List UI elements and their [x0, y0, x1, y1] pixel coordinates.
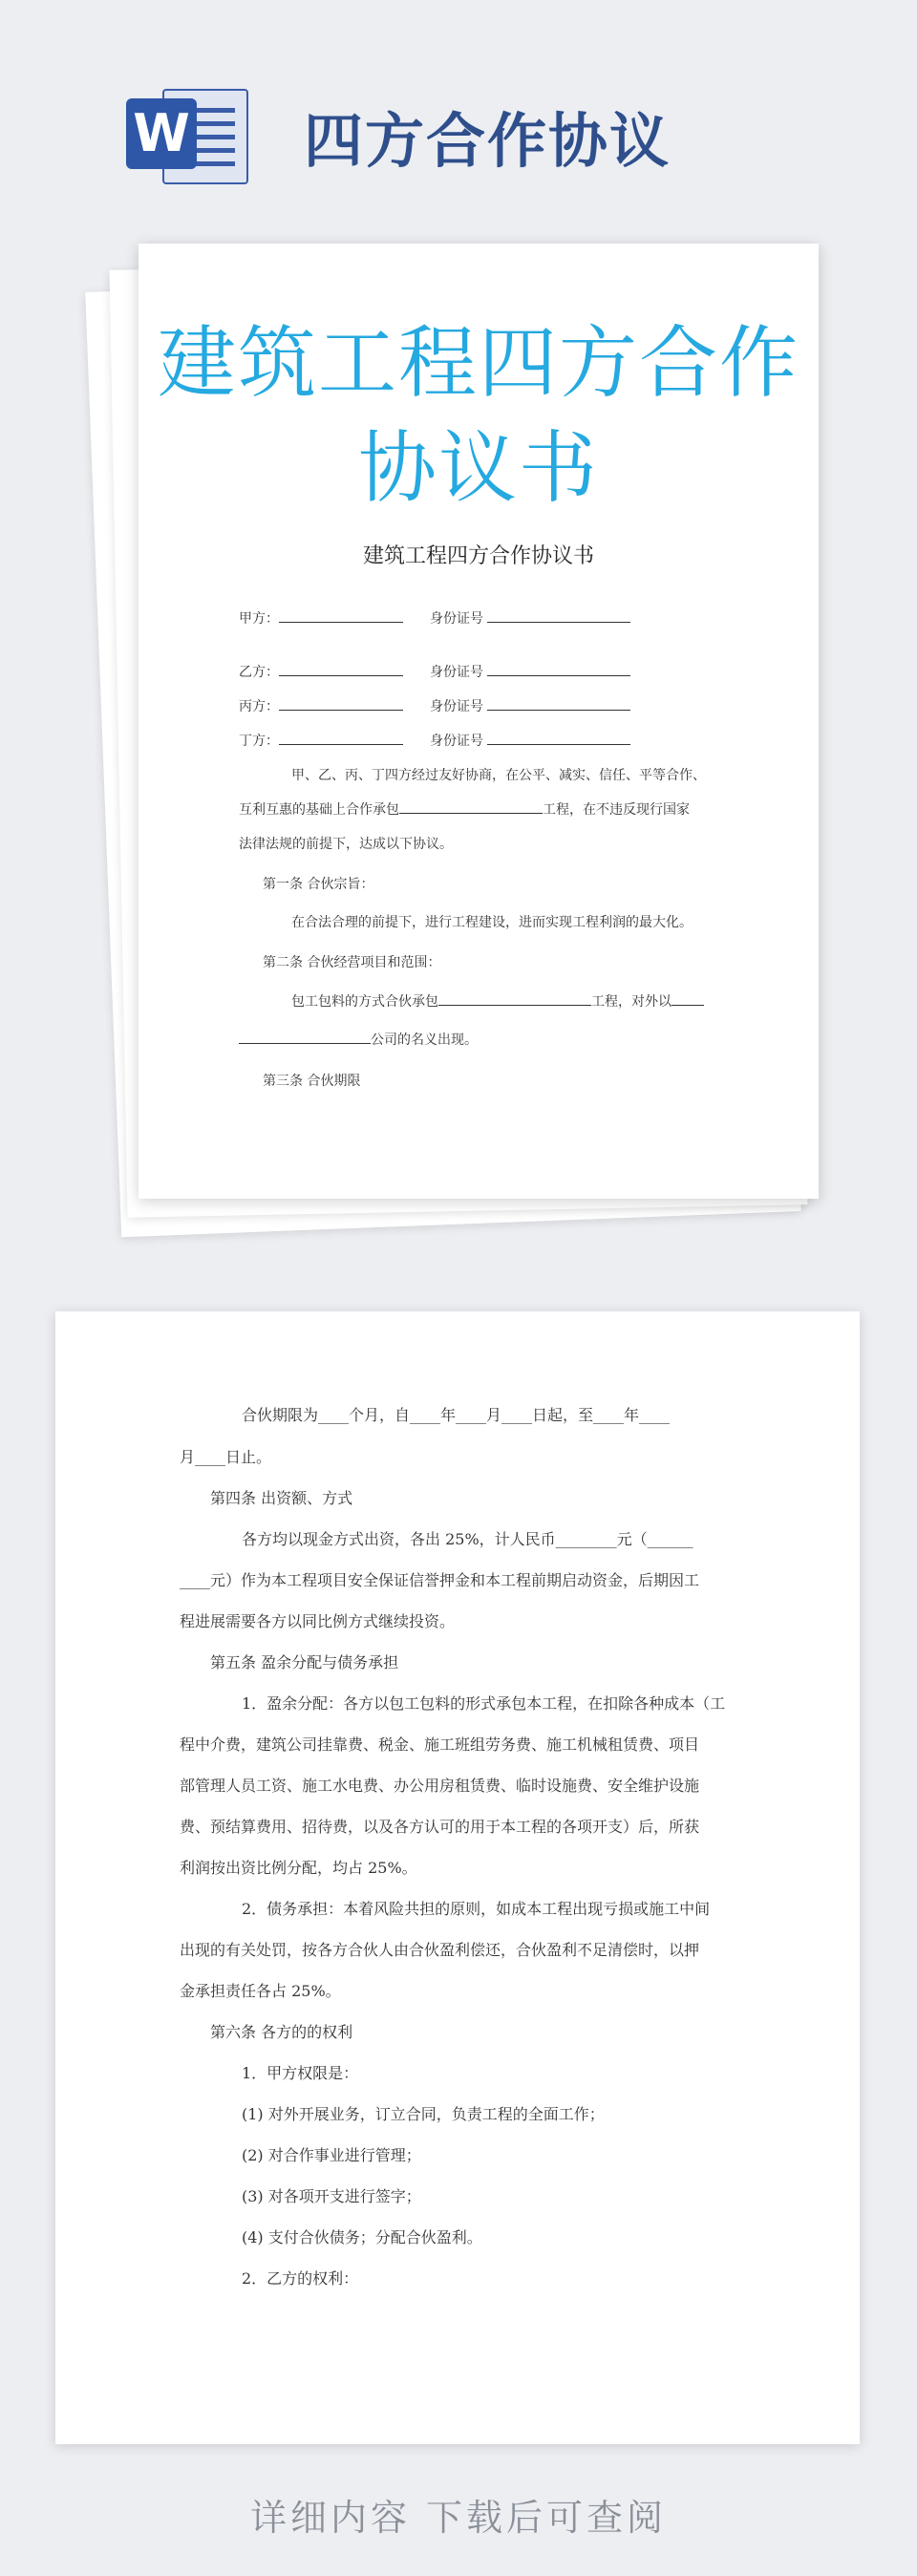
article-3-heading: 第三条 合伙期限 [263, 1074, 361, 1089]
page-title: 四方合作协议 [304, 106, 672, 176]
id-label: 身份证号 [430, 734, 483, 749]
article-5-line-5: 利润按出资比例分配，均占 25%。 [180, 1859, 417, 1877]
article-5-line-6: 2．债务承担：本着风险共担的原则，如成本工程出现亏损或施工中间 [242, 1900, 711, 1918]
article-5-line-2: 程中介费，建筑公司挂靠费、税金、施工班组劳务费、施工机械租赁费、项目 [180, 1735, 700, 1754]
party-b-row [239, 662, 403, 681]
id-label: 身份证号 [430, 665, 483, 680]
word-document-icon [126, 79, 248, 186]
article-text: 包工包料的方式合伙承包 [291, 994, 438, 1010]
blank-line [438, 991, 591, 1006]
party-c-row [239, 696, 403, 715]
article-5-line-3: 部管理人员工资、施工水电费、办公用房租赁费、临时设施费、安全维护设施 [180, 1777, 700, 1795]
article-6-line-6: 2．乙方的权利： [242, 2269, 359, 2288]
article-text: 工程，对外以 [591, 994, 672, 1010]
intro-text: 工程，在不违反现行国家 [543, 802, 690, 818]
article-4-heading: 第四条 出资额、方式 [210, 1489, 353, 1507]
footer-caption: 详细内容 下载后可查阅 [249, 2497, 668, 2539]
term-line-1: 合伙期限为____个月，自____年____月____日起，至____年____ [242, 1406, 671, 1424]
party-b-id-row [430, 662, 630, 681]
article-6-line-3: (2) 对合作事业进行管理； [242, 2146, 421, 2164]
party-d-id-row [430, 731, 630, 750]
article-5-line-8: 金承担责任各占 25%。 [180, 1982, 341, 2000]
article-2-heading: 第二条 合伙经营项目和范围： [263, 955, 441, 970]
article-5-line-7: 出现的有关处罚，按各方合伙人由合伙盈利偿还，合伙盈利不足清偿时，以押 [180, 1941, 700, 1959]
intro-line-3: 法律法规的前提下，达成以下协议。 [239, 837, 453, 852]
intro-text: 互利互惠的基础上合作承包 [239, 802, 399, 818]
blank-line [279, 731, 403, 745]
blank-line [487, 662, 630, 676]
article-4-line-1: 各方均以现金方式出资，各出 25%，计人民币________元（______ [242, 1530, 693, 1548]
article-4-line-3: 程进展需要各方以同比例方式继续投资。 [180, 1612, 456, 1630]
blank-line [279, 608, 403, 623]
party-a-label: 甲方： [239, 611, 279, 627]
article-5-line-4: 费、预结算费用、招待费，以及各方认可的用于本工程的各项开支）后，所获 [180, 1818, 700, 1836]
blank-line [672, 991, 704, 1006]
article-6-line-5: (4) 支付合伙债务；分配合伙盈利。 [242, 2228, 482, 2246]
party-d-label: 丁方： [239, 734, 279, 749]
article-text: 公司的名义出现。 [371, 1033, 478, 1048]
intro-line-2 [239, 799, 690, 819]
article-6-heading: 第六条 各方的的权利 [210, 2023, 353, 2041]
party-c-id-row [430, 696, 630, 715]
blank-line [399, 799, 543, 814]
party-a-row [239, 608, 403, 628]
blank-line [487, 696, 630, 711]
party-c-label: 丙方： [239, 699, 279, 714]
article-1-heading: 第一条 合伙宗旨： [263, 877, 374, 892]
article-5-line-1: 1．盈余分配：各方以包工包料的形式承包本工程，在扣除各种成本（工 [242, 1694, 726, 1713]
article-6-line-2: (1) 对外开展业务，订立合同，负责工程的全面工作； [242, 2105, 605, 2123]
article-6-line-1: 1．甲方权限是： [242, 2064, 359, 2082]
article-2-body-line-2 [239, 1030, 478, 1049]
id-label: 身份证号 [430, 699, 483, 714]
intro-line-1: 甲、乙、丙、丁四方经过友好协商，在公平、减实、信任、平等合作、 [291, 768, 706, 783]
blank-line [279, 696, 403, 711]
document-page-2 [55, 1311, 860, 2444]
party-a-id-row [430, 608, 630, 628]
article-4-line-2: ____元）作为本工程项目安全保证信誉押金和本工程前期启动资金，后期因工 [180, 1571, 700, 1589]
blank-line [279, 662, 403, 676]
article-1-body: 在合法合理的前提下，进行工程建设，进而实现工程利润的最大化。 [291, 915, 693, 930]
blank-line [487, 731, 630, 745]
article-2-body-line-1 [291, 991, 704, 1011]
article-5-heading: 第五条 盈余分配与债务承担 [210, 1653, 399, 1671]
word-badge: W [126, 98, 197, 169]
party-b-label: 乙方： [239, 665, 279, 680]
document-page-1 [139, 244, 819, 1199]
cover-title-line-1: 建筑工程四方合作 [157, 318, 800, 409]
cover-title-line-2: 协议书 [357, 423, 599, 514]
article-6-line-4: (3) 对各项开支进行签字； [242, 2187, 421, 2205]
header [0, 0, 917, 239]
term-line-2: 月____日止。 [180, 1448, 272, 1466]
party-d-row [239, 731, 403, 750]
blank-line [239, 1030, 371, 1044]
blank-line [487, 608, 630, 623]
document-title: 建筑工程四方合作协议书 [362, 544, 594, 568]
id-label: 身份证号 [430, 611, 483, 627]
